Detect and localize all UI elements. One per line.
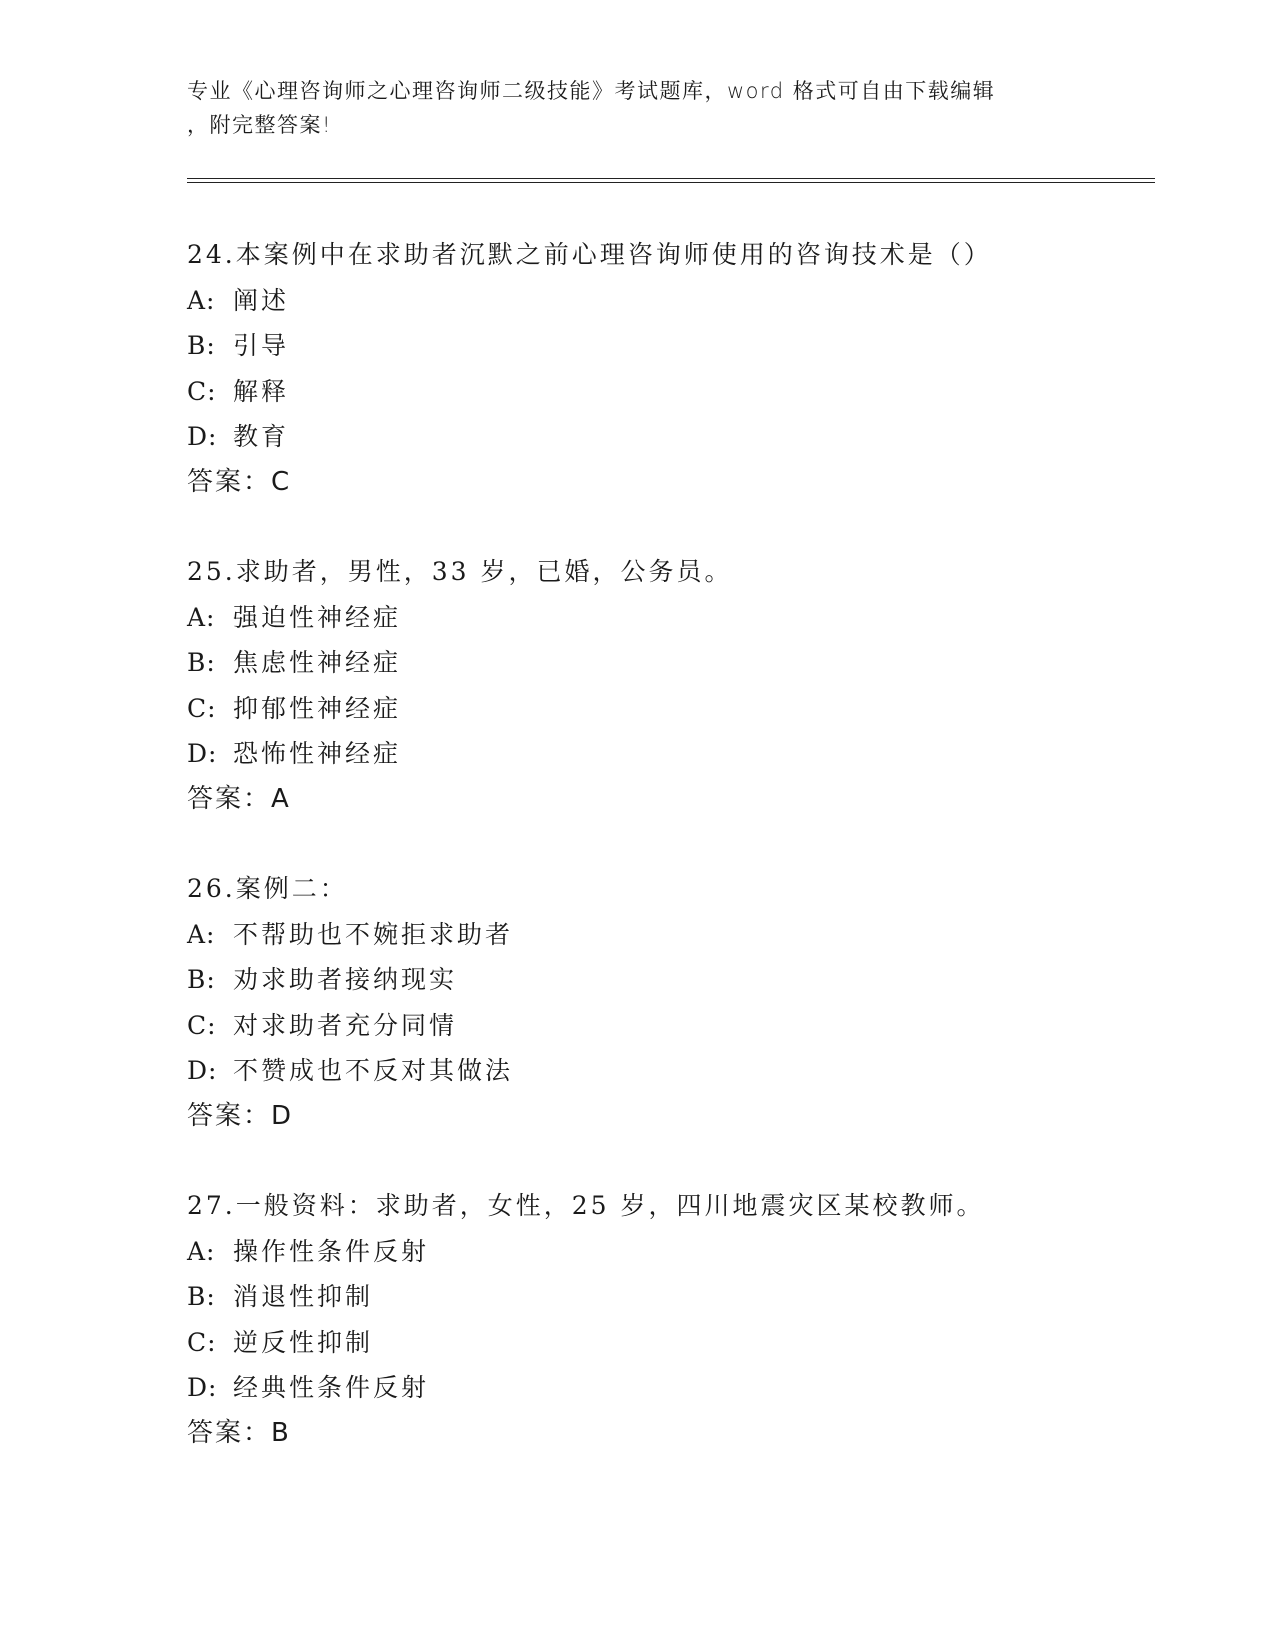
option-text: 抑郁性神经症 <box>233 693 402 723</box>
header-line-1: 专业《心理咨询师之心理咨询师二级技能》考试题库，word 格式可自由下载编辑 <box>187 79 996 103</box>
answer-line: 答案：D <box>187 1100 294 1131</box>
option-letter: B: <box>187 965 216 994</box>
question-stem: 24.本案例中在求助者沉默之前心理咨询师使用的咨询技术是（） <box>187 240 992 269</box>
question-stem: 25.求助者，男性，33 岁，已婚，公务员。 <box>187 557 733 586</box>
option-letter: C: <box>187 376 217 406</box>
option-text: 强迫性神经症 <box>233 602 402 632</box>
option-b <box>187 1274 1155 1320</box>
option-text: 焦虑性神经症 <box>233 648 402 677</box>
option-c <box>187 1320 1155 1366</box>
question-list <box>187 232 1155 1500</box>
header-line-2: ，附完整答案! <box>187 113 332 137</box>
option-d <box>187 1365 1155 1411</box>
answer-line: 答案：A <box>187 783 291 814</box>
option-text: 阐述 <box>233 285 290 315</box>
document-header <box>187 74 1067 142</box>
option-letter: D: <box>187 1056 218 1085</box>
option-letter: D: <box>187 1373 218 1402</box>
option-a <box>187 278 1155 324</box>
option-letter: A: <box>187 602 216 632</box>
option-c <box>187 686 1155 732</box>
option-text: 消退性抑制 <box>233 1282 374 1311</box>
option-text: 劝求助者接纳现实 <box>233 965 458 994</box>
option-text: 恐怖性神经症 <box>233 739 402 768</box>
option-text: 引导 <box>233 331 290 360</box>
option-text: 对求助者充分同情 <box>233 1010 458 1040</box>
option-letter: A: <box>187 1236 216 1266</box>
option-text: 操作性条件反射 <box>233 1236 430 1266</box>
option-a <box>187 1229 1155 1275</box>
option-a <box>187 912 1155 958</box>
option-letter: D: <box>187 739 218 768</box>
option-text: 经典性条件反射 <box>233 1373 430 1402</box>
question-24 <box>187 232 1155 505</box>
question-stem: 26.案例二： <box>187 874 348 903</box>
option-letter: C: <box>187 1327 217 1357</box>
option-a <box>187 595 1155 641</box>
question-stem: 27.一般资料：求助者，女性，25 岁，四川地震灾区某校教师。 <box>187 1191 985 1220</box>
answer-line: 答案：B <box>187 1417 291 1448</box>
header-double-rule <box>187 178 1155 183</box>
option-text: 不赞成也不反对其做法 <box>233 1056 514 1085</box>
option-letter: C: <box>187 1010 217 1040</box>
question-25 <box>187 549 1155 822</box>
option-d <box>187 414 1155 460</box>
option-letter: B: <box>187 331 216 360</box>
option-letter: B: <box>187 1282 216 1311</box>
option-letter: A: <box>187 919 216 949</box>
option-b <box>187 957 1155 1003</box>
option-b <box>187 323 1155 369</box>
option-text: 解释 <box>233 376 290 406</box>
option-text: 逆反性抑制 <box>233 1327 374 1357</box>
option-d <box>187 731 1155 777</box>
option-letter: B: <box>187 648 216 677</box>
option-letter: A: <box>187 285 216 315</box>
option-c <box>187 369 1155 415</box>
answer-line: 答案：C <box>187 466 292 497</box>
option-d <box>187 1048 1155 1094</box>
option-letter: D: <box>187 422 218 451</box>
option-text: 教育 <box>233 422 290 451</box>
question-26 <box>187 866 1155 1139</box>
option-b <box>187 640 1155 686</box>
option-letter: C: <box>187 693 217 723</box>
option-c <box>187 1003 1155 1049</box>
question-27 <box>187 1183 1155 1456</box>
option-text: 不帮助也不婉拒求助者 <box>233 919 514 949</box>
